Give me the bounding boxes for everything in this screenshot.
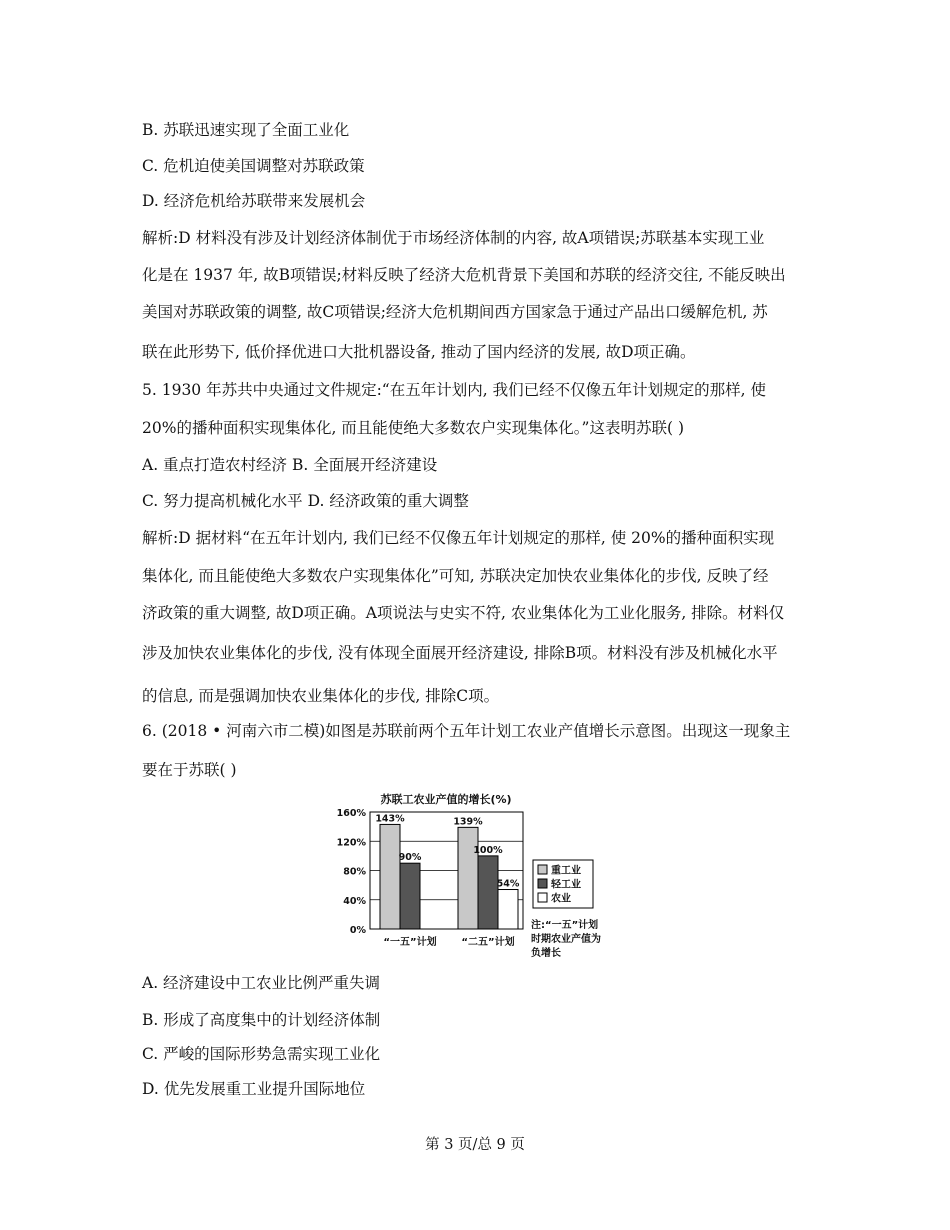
bar-chart (330, 788, 630, 968)
y-tick-label: 0% (349, 925, 366, 936)
option-d-prev: D. 经济危机给苏联带来发展机会 (142, 192, 366, 210)
analysis-line: 联在此形势下, 低价择优进口大批机器设备, 推动了国内经济的发展, 故D项正确。 (142, 343, 696, 361)
page-footer: 第 3 页/总 9 页 (425, 1137, 525, 1153)
chart-note: 负增长 (531, 948, 561, 959)
question-5-stem: 5. 1930 年苏共中央通过文件规定:“在五年计划内, 我们已经不仅像五年计划规定的那样, 使 (142, 381, 766, 399)
option-b: B. 形成了高度集中的计划经济体制 (142, 1011, 381, 1029)
bar-light (478, 856, 498, 929)
legend-swatch (538, 893, 547, 902)
option-c-prev: C. 危机迫使美国调整对苏联政策 (142, 157, 365, 175)
analysis-line: 的信息, 而是强调加快农业集体化的步伐, 排除C项。 (142, 687, 500, 705)
analysis-line: 涉及加快农业集体化的步伐, 没有体现全面展开经济建设, 排除B项。材料没有涉及机械化水平 (142, 644, 778, 662)
legend-swatch (538, 879, 547, 888)
question-6-stem: 6. (2018 • 河南六市二模)如图是苏联前两个五年计划工农业产值增长示意图。出现这一现象主 (142, 722, 791, 740)
chart-title: 苏联工农业产值的增长(%) (380, 793, 512, 806)
question-5-stem: 20%的播种面积实现集体化, 而且能使绝大多数农户实现集体化。”这表明苏联( ) (142, 419, 685, 437)
x-tick-label: “一五”计划 (383, 937, 437, 948)
question-5-options-ab: A. 重点打造农村经济 B. 全面展开经济建设 (142, 456, 438, 474)
bar-light (400, 863, 420, 929)
bar-heavy (380, 824, 400, 929)
data-label: 90% (398, 852, 422, 864)
legend-label: 农业 (551, 893, 571, 905)
analysis-line: 集体化, 而且能使绝大多数农户实现集体化”可知, 苏联决定加快农业集体化的步伐, 反映了经 (142, 567, 769, 585)
question-6-stem: 要在于苏联( ) (142, 761, 237, 779)
option-d: D. 优先发展重工业提升国际地位 (142, 1080, 366, 1098)
legend-label: 轻工业 (551, 879, 581, 891)
chart-svg (330, 788, 630, 968)
analysis-line: 解析:D 据材料“在五年计划内, 我们已经不仅像五年计划规定的那样, 使 20%的播种面积实现 (142, 529, 775, 547)
y-tick-label: 120% (336, 837, 366, 849)
data-label: 54% (496, 878, 520, 890)
analysis-line: 解析:D 材料没有涉及计划经济体制优于市场经济体制的内容, 故A项错误;苏联基本实现工业 (142, 229, 765, 247)
chart-note: 时期农业产值为 (531, 934, 601, 945)
option-a: A. 经济建设中工农业比例严重失调 (142, 974, 381, 992)
data-label: 139% (453, 816, 483, 828)
analysis-line: 美国对苏联政策的调整, 故C项错误;经济大危机期间西方国家急于通过产品出口缓解危机, 苏 (142, 303, 768, 321)
y-tick-label: 40% (343, 895, 366, 907)
option-c: C. 严峻的国际形势急需实现工业化 (142, 1045, 381, 1063)
legend-label: 重工业 (551, 865, 581, 877)
y-tick-label: 80% (343, 866, 366, 878)
analysis-line: 济政策的重大调整, 故D项正确。A项说法与史实不符, 农业集体化为工业化服务, 排除。材料仅 (142, 604, 785, 622)
x-tick-label: “二五”计划 (461, 937, 515, 948)
data-label: 100% (473, 844, 503, 856)
y-tick-label: 160% (336, 808, 366, 819)
bar-heavy (458, 827, 478, 929)
chart-note: 注:“一五”计划 (531, 920, 599, 931)
question-5-options-cd: C. 努力提高机械化水平 D. 经济政策的重大调整 (142, 492, 469, 510)
analysis-line: 化是在 1937 年, 故B项错误;材料反映了经济大危机背景下美国和苏联的经济交往, 不能反映出 (142, 266, 786, 284)
bar-agri (498, 890, 518, 929)
legend-swatch (538, 865, 547, 874)
option-b-prev: B. 苏联迅速实现了全面工业化 (142, 121, 350, 139)
data-label: 143% (375, 813, 405, 825)
